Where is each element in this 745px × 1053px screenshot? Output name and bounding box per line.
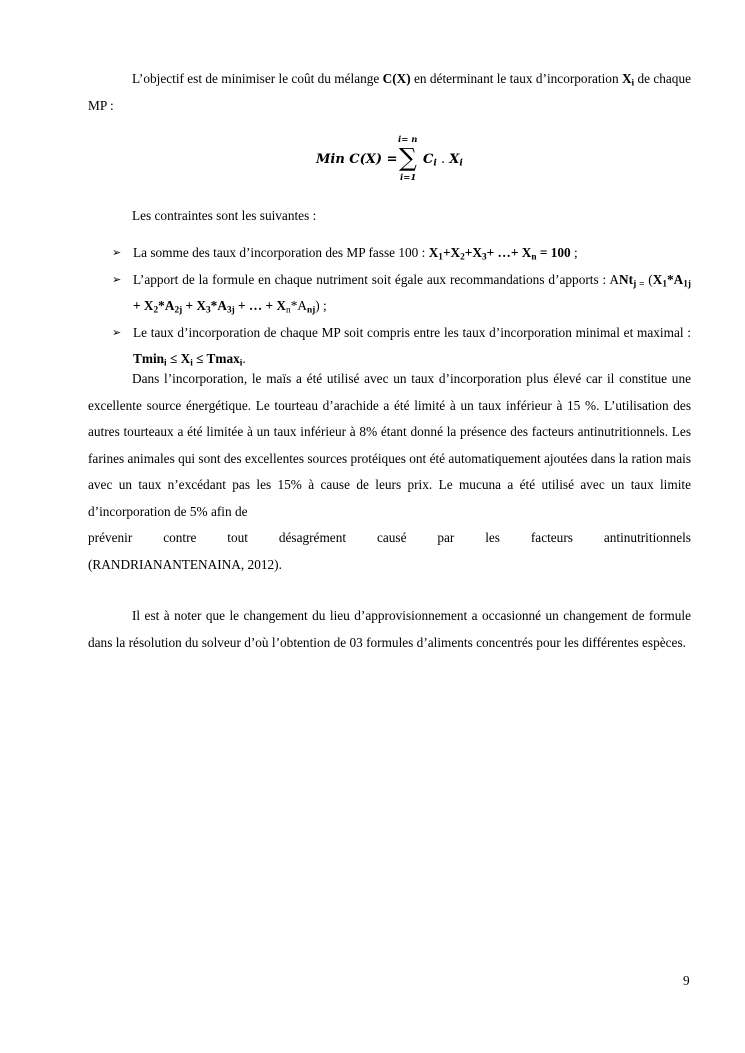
intro-text: L’objectif est de minimiser le coût du mélange	[132, 71, 383, 86]
constraints-list	[112, 240, 691, 373]
formula-lhs: Min C(X) =	[316, 152, 398, 167]
list-item: ➢ Le taux d’incorporation de chaque MP soit compris entre les taux d’incorporation minimal et maximal : $Tmin_i \le X_i \le Tmax_i$.	[112, 320, 691, 373]
arrow-bullet-icon: ➢	[112, 325, 122, 339]
sum-lower-bound: i=1	[400, 173, 417, 183]
sum-symbol: ∑	[399, 143, 417, 172]
incorporation-paragraph	[88, 366, 691, 578]
incorporation-text: Dans l’incorporation, le maïs a été utilisé avec un taux d’incorporation plus élevé car il constitue une excellente source énergétique. Le tourteau d’arachide a été limité à un taux inférieur à 15 %. L’utilisation des autres tourteaux a été limitée à un taux inférieur à 8% étant donné la présence des facteurs antinutritionnels. Les farines animales qui sont des excellentes sources protéiques ont été automatiquement ajoutées dans la ration mais avec un taux n’excédant pas les 15% à cause de leurs prix. Le mucuna a été utilisé avec un taux limite d’incorporation de 5% afin de	[88, 371, 691, 519]
arrow-bullet-icon: ➢	[112, 272, 122, 286]
conclusion-paragraph: Il est à noter que le changement du lieu d’approvisionnement a occasionné un changement de formule dans la résolution du solveur d’où l’obtention de 03 formules d’aliments concentrés pour les différentes espèces.	[88, 608, 691, 650]
variable-xi: $X_i$	[621, 71, 635, 89]
list-item: ➢ La somme des taux d’incorporation des MP fasse 100 : $X_1+X_2+X_3+$ …+ $X_n = 100$ ;	[112, 240, 691, 267]
bounds-inequality: $Tmin_i \le X_i \le Tmax_i$	[133, 351, 243, 369]
intro-text-3: de chaque MP :	[88, 71, 691, 113]
page-number: 9	[683, 973, 690, 988]
formula-rhs: $C_i$ . $X_i$	[423, 152, 463, 169]
arrow-bullet-icon: ➢	[112, 246, 122, 259]
cost-function-label: C(X)	[382, 71, 411, 86]
constraints-intro: Les contraintes sont les suivantes :	[132, 208, 317, 223]
intro-paragraph	[88, 66, 691, 119]
justified-line: prévenir contre tout désagrément causé par les facteurs antinutritionnels	[88, 530, 691, 545]
citation: (RANDRIANANTENAINA, 2012).	[88, 556, 282, 572]
sum-equation: $X_1+X_2+X_3+$ …+ $X_n = 100$	[428, 245, 571, 263]
intro-text-2: en déterminant le taux d’incorporation	[410, 71, 622, 86]
nutrient-equation: $Nt_{j =}$	[619, 271, 645, 289]
list-item: ➢ L’apport de la formule en chaque nutriment soit égale aux recommandations d’apports : ANt$_{j =}$ ($X_1*A_{1j} + X_2*A_{2j} + X_3*A_{3j}$ + … + $X_n*A_{nj}$) ;	[112, 267, 691, 320]
sum-upper-bound: i= n	[398, 135, 418, 145]
objective-formula	[0, 134, 745, 194]
